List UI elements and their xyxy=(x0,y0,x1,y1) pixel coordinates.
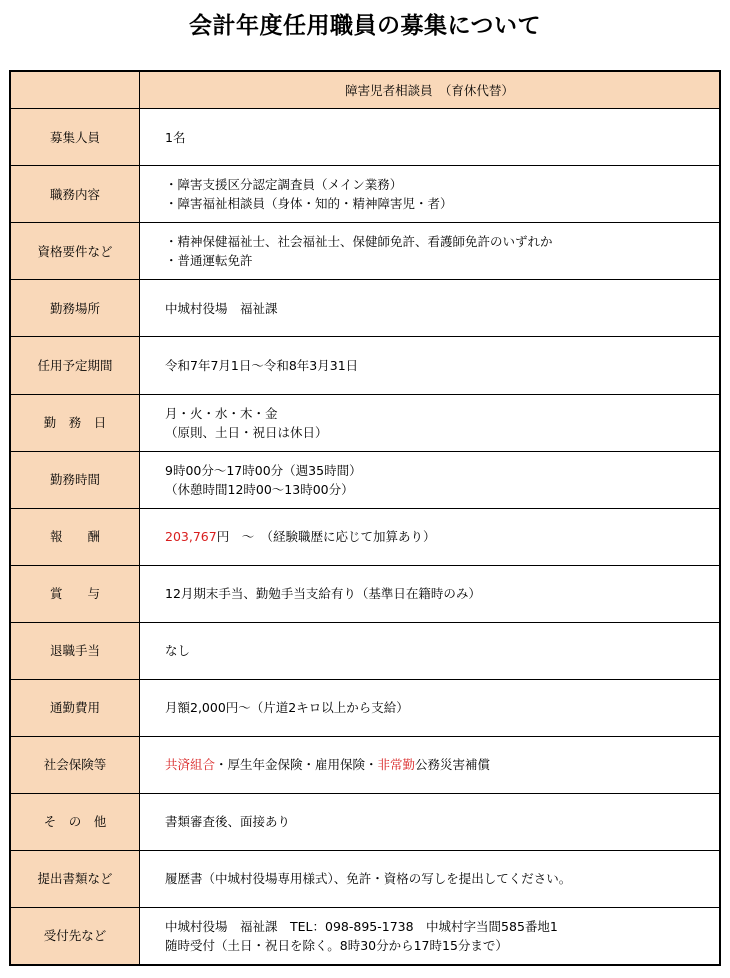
value-line: 中城村役場 福祉課 xyxy=(165,300,278,316)
value-line: 月・火・水・木・金 xyxy=(165,405,278,421)
row-value xyxy=(140,793,721,850)
table-row xyxy=(10,907,720,965)
row-value xyxy=(140,280,721,337)
row-label: 勤務場所 xyxy=(10,280,140,337)
row-label: 通勤費用 xyxy=(10,679,140,736)
table-row xyxy=(10,280,720,337)
value-line: ・障害福祉相談員（身体・知的・精神障害児・者） xyxy=(165,196,453,212)
value-line: 随時受付（土日・祝日を除く。8時30分から17時15分まで） xyxy=(165,937,508,953)
row-label: 退職手当 xyxy=(10,622,140,679)
row-value xyxy=(140,565,721,622)
row-value xyxy=(140,394,721,451)
row-value xyxy=(140,679,721,736)
insurance-mutual-aid: 共済組合 xyxy=(165,757,216,773)
position-title: 障害児者相談員 （育休代替） xyxy=(140,71,721,109)
table-row xyxy=(10,508,720,565)
row-label: 任用予定期間 xyxy=(10,337,140,394)
row-value xyxy=(140,850,721,907)
table-row xyxy=(10,565,720,622)
salary-note: 円 ～ （経験職歴に応じて加算あり） xyxy=(216,529,436,545)
row-label: 提出書類など xyxy=(10,850,140,907)
row-value xyxy=(140,622,721,679)
row-label: 報 酬 xyxy=(10,508,140,565)
value-line: 月額2,000円～（片道2キロ以上から支給） xyxy=(165,700,409,716)
row-label: 資格要件など xyxy=(10,223,140,280)
value-line: 1名 xyxy=(165,129,186,145)
value-line: 中城村役場 福祉課 TEL：098-895-1738 中城村字当間585番地1 xyxy=(165,918,558,934)
value-line: ・障害支援区分認定調査員（メイン業務） xyxy=(165,177,403,193)
salary-amount: 203,767 xyxy=(165,529,217,545)
value-line: 12月期末手当、勤勉手当支給有り（基準日在籍時のみ） xyxy=(165,586,481,602)
row-label: 募集人員 xyxy=(10,109,140,166)
row-value xyxy=(140,508,721,565)
value-line: 履歴書（中城村役場専用様式）、免許・資格の写しを提出してください。 xyxy=(165,871,572,887)
row-label: 勤 務 日 xyxy=(10,394,140,451)
insurance-middle: ・厚生年金保険・雇用保険・ xyxy=(215,757,378,773)
table-header-row xyxy=(10,71,720,109)
value-line: （休憩時間12時00～13時00分） xyxy=(165,481,354,497)
value-line: なし xyxy=(165,643,191,659)
row-label: 受付先など xyxy=(10,907,140,965)
table-row xyxy=(10,223,720,280)
job-info-table xyxy=(9,70,721,966)
value-line: ・精神保健福祉士、社会福祉士、保健師免許、看護師免許のいずれか xyxy=(165,234,553,250)
table-row xyxy=(10,736,720,793)
row-label: 勤務時間 xyxy=(10,451,140,508)
value-line: 9時00分～17時00分（週35時間） xyxy=(165,462,362,478)
row-value xyxy=(140,109,721,166)
table-row xyxy=(10,394,720,451)
page-title: 会計年度任用職員の募集について xyxy=(188,13,542,39)
header-blank-cell xyxy=(10,71,140,109)
insurance-tail: 公務災害補償 xyxy=(415,757,491,773)
row-label: そ の 他 xyxy=(10,793,140,850)
row-value xyxy=(140,907,721,965)
row-label: 職務内容 xyxy=(10,166,140,223)
row-label: 社会保険等 xyxy=(10,736,140,793)
value-line: 令和7年7月1日～令和8年3月31日 xyxy=(165,357,359,373)
insurance-part-time: 非常勤 xyxy=(377,757,416,773)
table-row xyxy=(10,793,720,850)
row-label: 賞 与 xyxy=(10,565,140,622)
table-row xyxy=(10,166,720,223)
value-line: ・普通運転免許 xyxy=(165,253,253,269)
table-row xyxy=(10,109,720,166)
value-line: （原則、土日・祝日は休日） xyxy=(165,424,328,440)
table-row xyxy=(10,337,720,394)
table-row xyxy=(10,679,720,736)
row-value xyxy=(140,451,721,508)
table-row xyxy=(10,850,720,907)
row-value xyxy=(140,166,721,223)
value-line: 書類審査後、面接あり xyxy=(165,814,291,830)
table-row xyxy=(10,451,720,508)
row-value xyxy=(140,736,721,793)
table-row xyxy=(10,622,720,679)
row-value xyxy=(140,337,721,394)
row-value xyxy=(140,223,721,280)
